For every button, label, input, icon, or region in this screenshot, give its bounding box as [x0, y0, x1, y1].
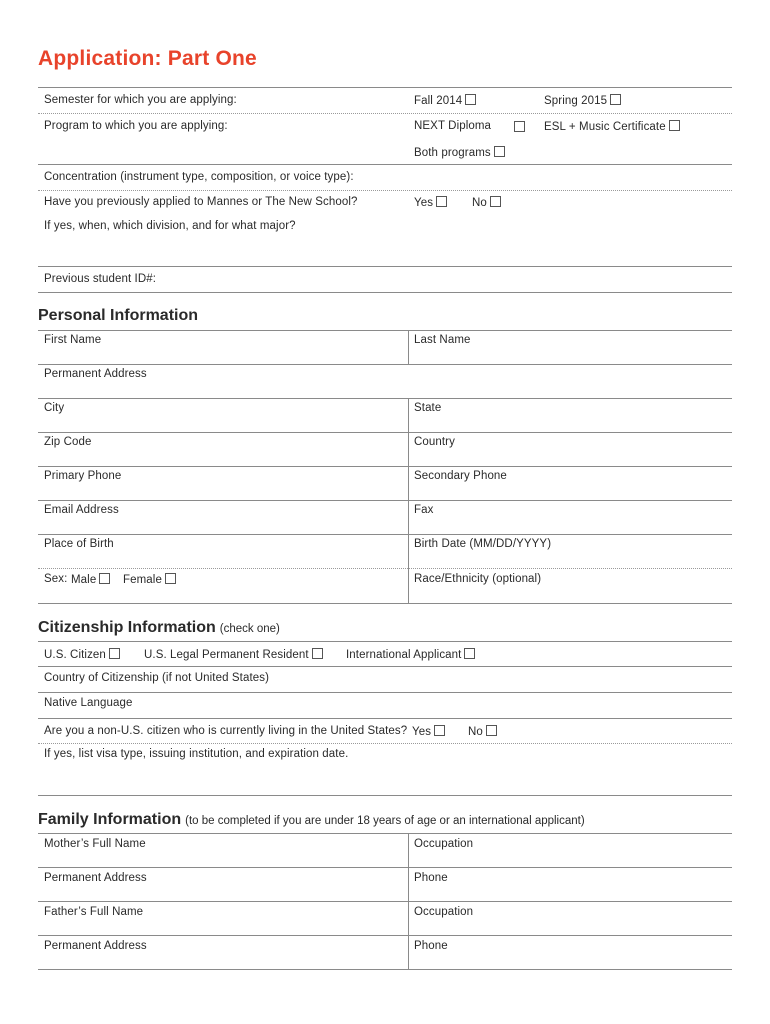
no-label: No — [472, 197, 487, 209]
divider — [38, 398, 732, 399]
international-checkbox[interactable] — [464, 648, 475, 659]
divider — [38, 164, 732, 165]
permanent-address-field[interactable]: Permanent Address — [44, 368, 147, 380]
last-name-field[interactable]: Last Name — [414, 334, 471, 346]
father-name-field[interactable]: Father’s Full Name — [44, 906, 144, 918]
divider — [38, 867, 732, 868]
no-label: No — [468, 726, 483, 738]
secondary-phone-field[interactable]: Secondary Phone — [414, 470, 507, 482]
permanent-resident-option[interactable] — [144, 648, 323, 661]
first-name-field[interactable]: First Name — [44, 334, 102, 346]
divider — [38, 666, 732, 667]
column-divider — [408, 833, 409, 969]
country-field[interactable]: Country — [414, 436, 455, 448]
mother-name-field[interactable]: Mother’s Full Name — [44, 838, 146, 850]
email-field[interactable]: Email Address — [44, 504, 119, 516]
female-option[interactable] — [123, 573, 176, 586]
non-us-no[interactable] — [468, 725, 497, 738]
citizenship-subheading: (check one) — [219, 623, 280, 635]
mother-phone-field[interactable]: Phone — [414, 872, 448, 884]
divider — [38, 266, 732, 267]
family-subheading: (to be completed if you are under 18 years of age or an international applicant) — [185, 815, 585, 827]
fax-field[interactable]: Fax — [414, 504, 434, 516]
yes-checkbox[interactable] — [436, 196, 447, 207]
permanent-resident-checkbox[interactable] — [312, 648, 323, 659]
primary-phone-field[interactable]: Primary Phone — [44, 470, 122, 482]
mother-address-field[interactable]: Permanent Address — [44, 872, 147, 884]
yes-checkbox[interactable] — [434, 725, 445, 736]
spring-checkbox[interactable] — [610, 94, 621, 105]
divider — [38, 833, 732, 834]
divider — [38, 432, 732, 433]
sex-label: Sex: — [44, 573, 68, 585]
column-divider — [408, 330, 409, 364]
divider — [38, 901, 732, 902]
no-checkbox[interactable] — [486, 725, 497, 736]
spring-option[interactable] — [544, 94, 621, 107]
yes-label: Yes — [412, 726, 432, 738]
semester-question: Semester for which you are applying: — [44, 94, 237, 106]
visa-details-field[interactable]: If yes, list visa type, issuing institution, and expiration date. — [44, 748, 349, 760]
birth-date-field[interactable]: Birth Date (MM/DD/YYYY) — [414, 538, 552, 550]
male-checkbox[interactable] — [99, 573, 110, 584]
place-of-birth-field[interactable]: Place of Birth — [44, 538, 114, 550]
divider — [38, 641, 732, 642]
page-title: Application: Part One — [38, 47, 257, 70]
previous-student-id-field[interactable]: Previous student ID#: — [44, 273, 157, 285]
next-diploma-label: NEXT Diploma — [414, 120, 492, 132]
fall-label: Fall 2014 — [414, 95, 463, 107]
non-us-question: Are you a non-U.S. citizen who is currently living in the United States? — [44, 725, 408, 737]
previously-applied-yes[interactable] — [414, 196, 447, 209]
spring-label: Spring 2015 — [544, 95, 608, 107]
international-option[interactable] — [346, 648, 475, 661]
native-language-field[interactable]: Native Language — [44, 697, 133, 709]
family-heading — [38, 811, 585, 829]
divider — [38, 795, 732, 796]
concentration-field[interactable]: Concentration (instrument type, composition, or voice type): — [44, 171, 354, 183]
divider — [38, 113, 732, 114]
divider — [38, 466, 732, 467]
international-label: International Applicant — [346, 649, 462, 661]
divider — [38, 568, 732, 569]
country-of-citizenship-field[interactable]: Country of Citizenship (if not United States) — [44, 672, 270, 684]
esl-label: ESL + Music Certificate — [544, 121, 666, 133]
previously-applied-question: Have you previously applied to Mannes or The New School? — [44, 196, 358, 208]
divider — [38, 534, 732, 535]
esl-checkbox[interactable] — [669, 120, 680, 131]
us-citizen-label: U.S. Citizen — [44, 649, 106, 661]
esl-option[interactable] — [544, 120, 680, 133]
divider — [38, 743, 732, 744]
city-field[interactable]: City — [44, 402, 65, 414]
divider — [38, 87, 732, 88]
divider — [38, 500, 732, 501]
divider — [38, 969, 732, 970]
non-us-yes[interactable] — [412, 725, 445, 738]
state-field[interactable]: State — [414, 402, 442, 414]
female-checkbox[interactable] — [165, 573, 176, 584]
program-question: Program to which you are applying: — [44, 120, 228, 132]
fall-option[interactable] — [414, 94, 476, 107]
us-citizen-checkbox[interactable] — [109, 648, 120, 659]
both-programs-checkbox[interactable] — [494, 146, 505, 157]
yes-label: Yes — [414, 197, 434, 209]
both-programs-option[interactable] — [414, 146, 505, 159]
personal-heading: Personal Information — [38, 307, 199, 324]
family-heading-text: Family Information — [38, 811, 182, 828]
divider — [38, 692, 732, 693]
citizenship-heading-text: Citizenship Information — [38, 619, 216, 636]
no-checkbox[interactable] — [490, 196, 501, 207]
father-address-field[interactable]: Permanent Address — [44, 940, 147, 952]
divider — [38, 190, 732, 191]
citizenship-heading — [38, 619, 280, 637]
male-label: Male — [71, 574, 97, 586]
both-programs-label: Both programs — [414, 147, 491, 159]
divider — [38, 718, 732, 719]
divider — [38, 330, 732, 331]
divider — [38, 935, 732, 936]
race-ethnicity-field[interactable]: Race/Ethnicity (optional) — [414, 573, 542, 585]
zip-code-field[interactable]: Zip Code — [44, 436, 92, 448]
female-label: Female — [123, 574, 162, 586]
column-divider — [408, 398, 409, 603]
previously-applied-no[interactable] — [472, 196, 501, 209]
father-occupation-field[interactable]: Occupation — [414, 906, 474, 918]
if-yes-details-field[interactable]: If yes, when, which division, and for what major? — [44, 220, 296, 232]
mother-occupation-field[interactable]: Occupation — [414, 838, 474, 850]
permanent-resident-label: U.S. Legal Permanent Resident — [144, 649, 309, 661]
divider — [38, 292, 732, 293]
next-diploma-checkbox[interactable] — [514, 121, 525, 132]
divider — [38, 603, 732, 604]
divider — [38, 364, 732, 365]
us-citizen-option[interactable] — [44, 648, 120, 661]
father-phone-field[interactable]: Phone — [414, 940, 448, 952]
male-option[interactable] — [71, 573, 110, 586]
fall-checkbox[interactable] — [465, 94, 476, 105]
